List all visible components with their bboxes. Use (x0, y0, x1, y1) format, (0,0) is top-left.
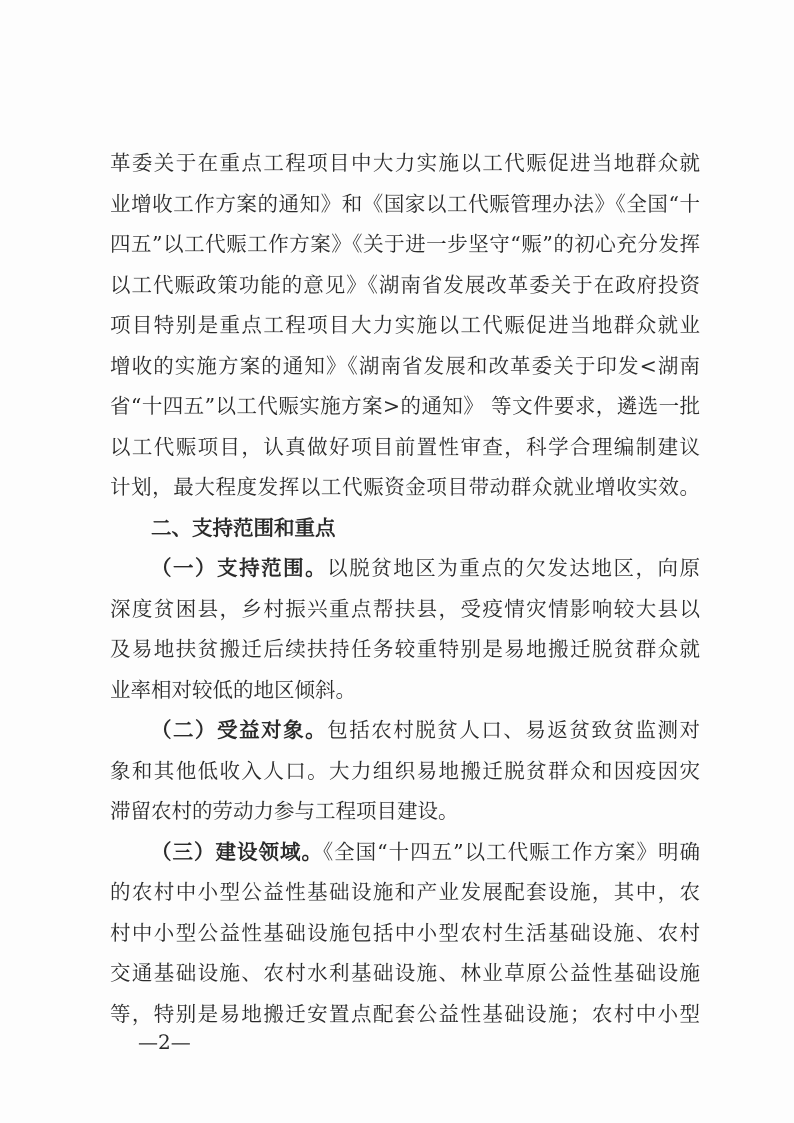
paragraph-first-line (110, 710, 700, 751)
text-line: 村中小型公益性基础设施包括中小型农村生活基础设施、农村 (110, 920, 700, 945)
paragraph-first-line (110, 548, 700, 589)
text-line: 的农村中小型公益性基础设施和产业发展配套设施，其中，农 (110, 880, 700, 904)
text-line: 革委关于在重点工程项目中大力实施以工代赈促进当地群众就 (110, 151, 700, 175)
text-line: 象和其他低收入人口。大力组织易地搬迁脱贫群众和因疫因灾 (110, 758, 700, 783)
paragraph-first-line (110, 832, 700, 873)
text-line: 交通基础设施、农村水利基础设施、林业草原公益性基础设施 (110, 961, 700, 985)
page-number: —2— (138, 1030, 191, 1054)
text-line: 深度贫困县，乡村振兴重点帮扶县，受疫情灾情影响较大县以 (110, 596, 700, 621)
text-line: 以工代赈政策功能的意见》《湖南省发展改革委关于在政府投资 (110, 272, 700, 297)
paragraph-lead: （一）支持范围。 (151, 556, 328, 580)
paragraph-text: 包括农村脱贫人口、易返贫致贫监测对 (327, 718, 701, 742)
paragraph-lead: （三）建设领域。 (151, 839, 323, 864)
text-line: 项目特别是重点工程项目大力实施以工代赈促进当地群众就业 (110, 313, 700, 337)
document-body (110, 143, 700, 1034)
section-heading: 二、支持范围和重点 (151, 515, 336, 540)
text-line: 业增收工作方案的通知》和《国家以工代赈管理办法》《全国“十 (110, 191, 700, 216)
text-line: 增收的实施方案的通知》《湖南省发展和改革委关于印发<湖南 (110, 353, 700, 378)
paragraph-text: 《全国“十四五”以工代赈工作方案》明确 (322, 839, 700, 864)
text-line: 计划，最大程度发挥以工代赈资金项目带动群众就业增收实效。 (110, 475, 700, 499)
text-line: 及易地扶贫搬迁后续扶持任务较重特别是易地搬迁脱贫群众就 (110, 637, 700, 661)
text-line: 业率相对较低的地区倾斜。 (110, 677, 356, 702)
text-line: 省“十四五”以工代赈实施方案>的通知》 等文件要求，遴选一批 (110, 394, 700, 418)
paragraph-lead: （二）受益对象。 (151, 718, 328, 742)
text-line: 滞留农村的劳动力参与工程项目建设。 (110, 799, 459, 823)
text-line: 等，特别是易地搬迁安置点配套公益性基础设施；农村中小型 (110, 1001, 700, 1026)
paragraph-text: 以脱贫地区为重点的欠发达地区，向原 (327, 556, 701, 580)
text-line: 四五”以工代赈工作方案》《关于进一步坚守“赈”的初心充分发挥 (110, 232, 700, 256)
text-line: 以工代赈项目，认真做好项目前置性审查，科学合理编制建议 (110, 434, 700, 459)
